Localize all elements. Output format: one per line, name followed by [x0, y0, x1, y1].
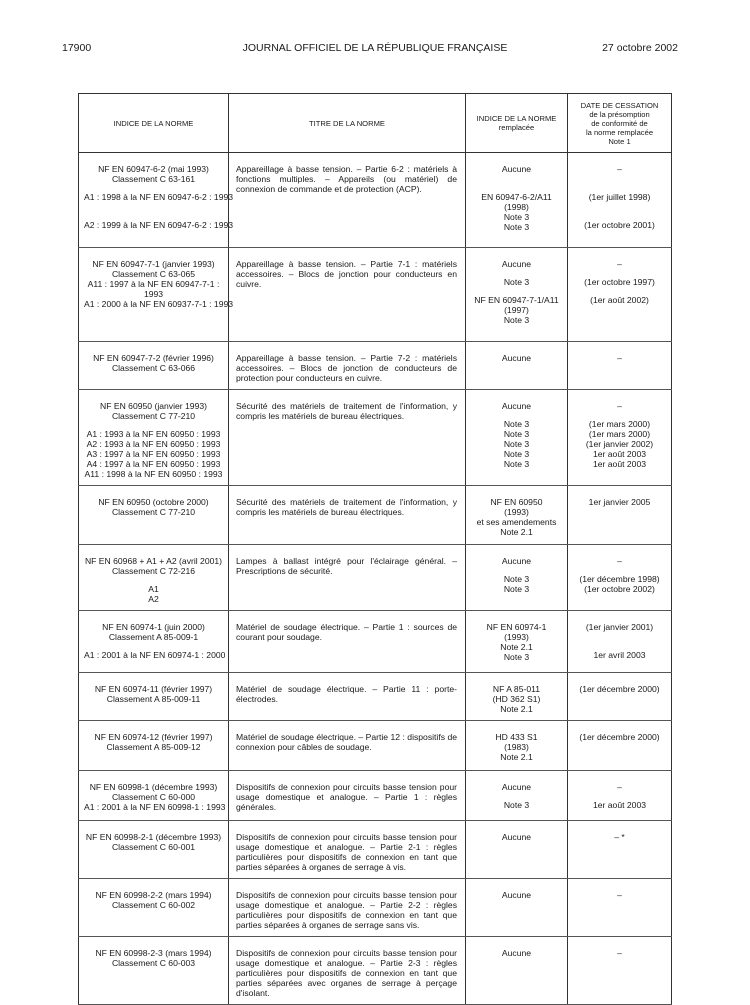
column-header-indice-remplacee: INDICE DE LA NORME remplacée	[466, 94, 568, 153]
norme-titre-cell: Dispositifs de connexion pour circuits basse tension pour usage domestique et analogue. – Partie 1 : règles générales.	[229, 771, 466, 821]
norme-indice-cell: NF EN 60947-7-2 (février 1996) Classement C 63-066	[79, 342, 229, 390]
date-cessation-cell: – (1er juillet 1998) (1er octobre 2001)	[568, 153, 672, 248]
norme-remplacee-cell: Aucune	[466, 821, 568, 879]
norme-indice-cell: NF EN 60998-2-1 (décembre 1993) Classement C 60-001	[79, 821, 229, 879]
norme-indice-cell: NF EN 60950 (octobre 2000) Classement C 77-210	[79, 486, 229, 545]
table-row	[79, 937, 672, 1005]
date-cessation-cell: –	[568, 937, 672, 1005]
norme-indice-cell: NF EN 60998-2-3 (mars 1994) Classement C 60-003	[79, 937, 229, 1005]
norme-remplacee-cell: Aucune Note 3 NF EN 60947-7-1/A11 (1997) Note 3	[466, 248, 568, 342]
norme-remplacee-cell: HD 433 S1 (1983) Note 2.1	[466, 721, 568, 771]
norme-titre-cell: Sécurité des matériels de traitement de l'information, y compris les matériels de bureau électriques.	[229, 390, 466, 486]
norme-indice-cell: NF EN 60968 + A1 + A2 (avril 2001) Classement C 72-216 A1 A2	[79, 545, 229, 611]
date-cessation-cell: –	[568, 879, 672, 937]
norme-remplacee-cell: Aucune	[466, 342, 568, 390]
norme-remplacee-cell: NF EN 60950 (1993) et ses amendements Note 2.1	[466, 486, 568, 545]
norme-indice-cell: NF EN 60974-12 (février 1997) Classement A 85-009-12	[79, 721, 229, 771]
table-header-row	[79, 94, 672, 153]
table-row	[79, 771, 672, 821]
date-cessation-cell: (1er décembre 2000)	[568, 721, 672, 771]
table-row	[79, 390, 672, 486]
date-cessation-cell: –	[568, 342, 672, 390]
norme-remplacee-cell: Aucune EN 60947-6-2/A11 (1998) Note 3 Note 3	[466, 153, 568, 248]
table-row	[79, 486, 672, 545]
norme-remplacee-cell: Aucune Note 3 Note 3 Note 3 Note 3 Note 3	[466, 390, 568, 486]
norme-titre-cell: Appareillage à basse tension. – Partie 7-1 : matériels accessoires. – Blocs de jonction pour conducteurs en cuivre.	[229, 248, 466, 342]
journal-title: JOURNAL OFFICIEL DE LA RÉPUBLIQUE FRANÇAISE	[242, 42, 508, 54]
table-row	[79, 342, 672, 390]
table-row	[79, 248, 672, 342]
norme-indice-cell: NF EN 60998-2-2 (mars 1994) Classement C 60-002	[79, 879, 229, 937]
norme-titre-cell: Appareillage à basse tension. – Partie 7-2 : matériels accessoires. – Blocs de jonction de conducteurs de protection pour conducteurs en cuivre.	[229, 342, 466, 390]
date-cessation-cell: – (1er décembre 1998) (1er octobre 2002)	[568, 545, 672, 611]
norme-indice-cell: NF EN 60998-1 (décembre 1993) Classement C 60-000 A1 : 2001 à la NF EN 60998-1 : 1993	[79, 771, 229, 821]
publication-date: 27 octobre 2002	[602, 42, 678, 54]
date-cessation-cell: – *	[568, 821, 672, 879]
norme-remplacee-cell: Aucune Note 3 Note 3	[466, 545, 568, 611]
date-cessation-cell: (1er décembre 2000)	[568, 673, 672, 721]
norme-remplacee-cell: Aucune	[466, 879, 568, 937]
norme-titre-cell: Appareillage à basse tension. – Partie 6-2 : matériels à fonctions multiples. – Appareils (ou matériel) de connexion de commande et de protection (ACP).	[229, 153, 466, 248]
date-cessation-cell: 1er janvier 2005	[568, 486, 672, 545]
column-header-indice: INDICE DE LA NORME	[79, 94, 229, 153]
table-row	[79, 821, 672, 879]
date-cessation-cell: (1er janvier 2001) 1er avril 2003	[568, 611, 672, 673]
norme-titre-cell: Matériel de soudage électrique. – Partie 11 : porte-électrodes.	[229, 673, 466, 721]
norme-remplacee-cell: NF A 85-011 (HD 362 S1) Note 2.1	[466, 673, 568, 721]
norme-titre-cell: Dispositifs de connexion pour circuits basse tension pour usage domestique et analogue. – Partie 2-2 : règles particulières pour dispositifs de connexion en tant que parties séparées à organes de serrage sans vis.	[229, 879, 466, 937]
norme-remplacee-cell: NF EN 60974-1 (1993) Note 2.1 Note 3	[466, 611, 568, 673]
norme-titre-cell: Lampes à ballast intégré pour l'éclairage général. – Prescriptions de sécurité.	[229, 545, 466, 611]
norme-titre-cell: Matériel de soudage électrique. – Partie 12 : dispositifs de connexion pour câbles de soudage.	[229, 721, 466, 771]
norme-titre-cell: Dispositifs de connexion pour circuits basse tension pour usage domestique et analogue. – Partie 2-1 : règles particulières pour dispositifs de connexion en tant que parties séparées à organes de serrage à vis.	[229, 821, 466, 879]
norme-remplacee-cell: Aucune	[466, 937, 568, 1005]
norme-titre-cell: Dispositifs de connexion pour circuits basse tension pour usage domestique et analogue. – Partie 2-3 : règles particulières pour dispositifs de connexion en tant que parties séparées avec organes de serrage à perçage d'isolant.	[229, 937, 466, 1005]
date-cessation-cell: – (1er mars 2000) (1er mars 2000) (1er janvier 2002) 1er août 2003 1er août 2003	[568, 390, 672, 486]
norme-titre-cell: Matériel de soudage électrique. – Partie 1 : sources de courant pour soudage.	[229, 611, 466, 673]
table-row	[79, 673, 672, 721]
column-header-titre: TITRE DE LA NORME	[229, 94, 466, 153]
table-row	[79, 153, 672, 248]
date-cessation-cell: – 1er août 2003	[568, 771, 672, 821]
norme-indice-cell: NF EN 60974-1 (juin 2000) Classement A 85-009-1 A1 : 2001 à la NF EN 60974-1 : 2000	[79, 611, 229, 673]
table-row	[79, 721, 672, 771]
norme-remplacee-cell: Aucune Note 3	[466, 771, 568, 821]
norme-indice-cell: NF EN 60950 (janvier 1993) Classement C 77-210 A1 : 1993 à la NF EN 60950 : 1993 A2 : 1993 à la NF EN 60950 : 1993 A3 : 1997 à la NF EN 60950 : 1993 A4 : 1997 à la NF EN 60950 : 1993 A11 : 1998 à la NF EN 60950 : 1993	[79, 390, 229, 486]
table-row	[79, 879, 672, 937]
date-cessation-cell: – (1er octobre 1997) (1er août 2002)	[568, 248, 672, 342]
standards-table	[78, 93, 672, 1005]
table-row	[79, 545, 672, 611]
table-row	[79, 611, 672, 673]
norme-indice-cell: NF EN 60974-11 (février 1997) Classement A 85-009-11	[79, 673, 229, 721]
norme-titre-cell: Sécurité des matériels de traitement de l'information, y compris les matériels de bureau électriques.	[229, 486, 466, 545]
column-header-date-cessation: DATE DE CESSATION de la présomption de conformité de la norme remplacée Note 1	[568, 94, 672, 153]
norme-indice-cell: NF EN 60947-7-1 (janvier 1993) Classement C 63-065 A11 : 1997 à la NF EN 60947-7-1 : 1993 A1 : 2000 à la NF EN 60937-7-1 : 1993	[79, 248, 229, 342]
norme-indice-cell: NF EN 60947-6-2 (mai 1993) Classement C 63-161 A1 : 1998 à la NF EN 60947-6-2 : 1993 A2 : 1999 à la NF EN 60947-6-2 : 1993	[79, 153, 229, 248]
page-number: 17900	[62, 42, 92, 54]
